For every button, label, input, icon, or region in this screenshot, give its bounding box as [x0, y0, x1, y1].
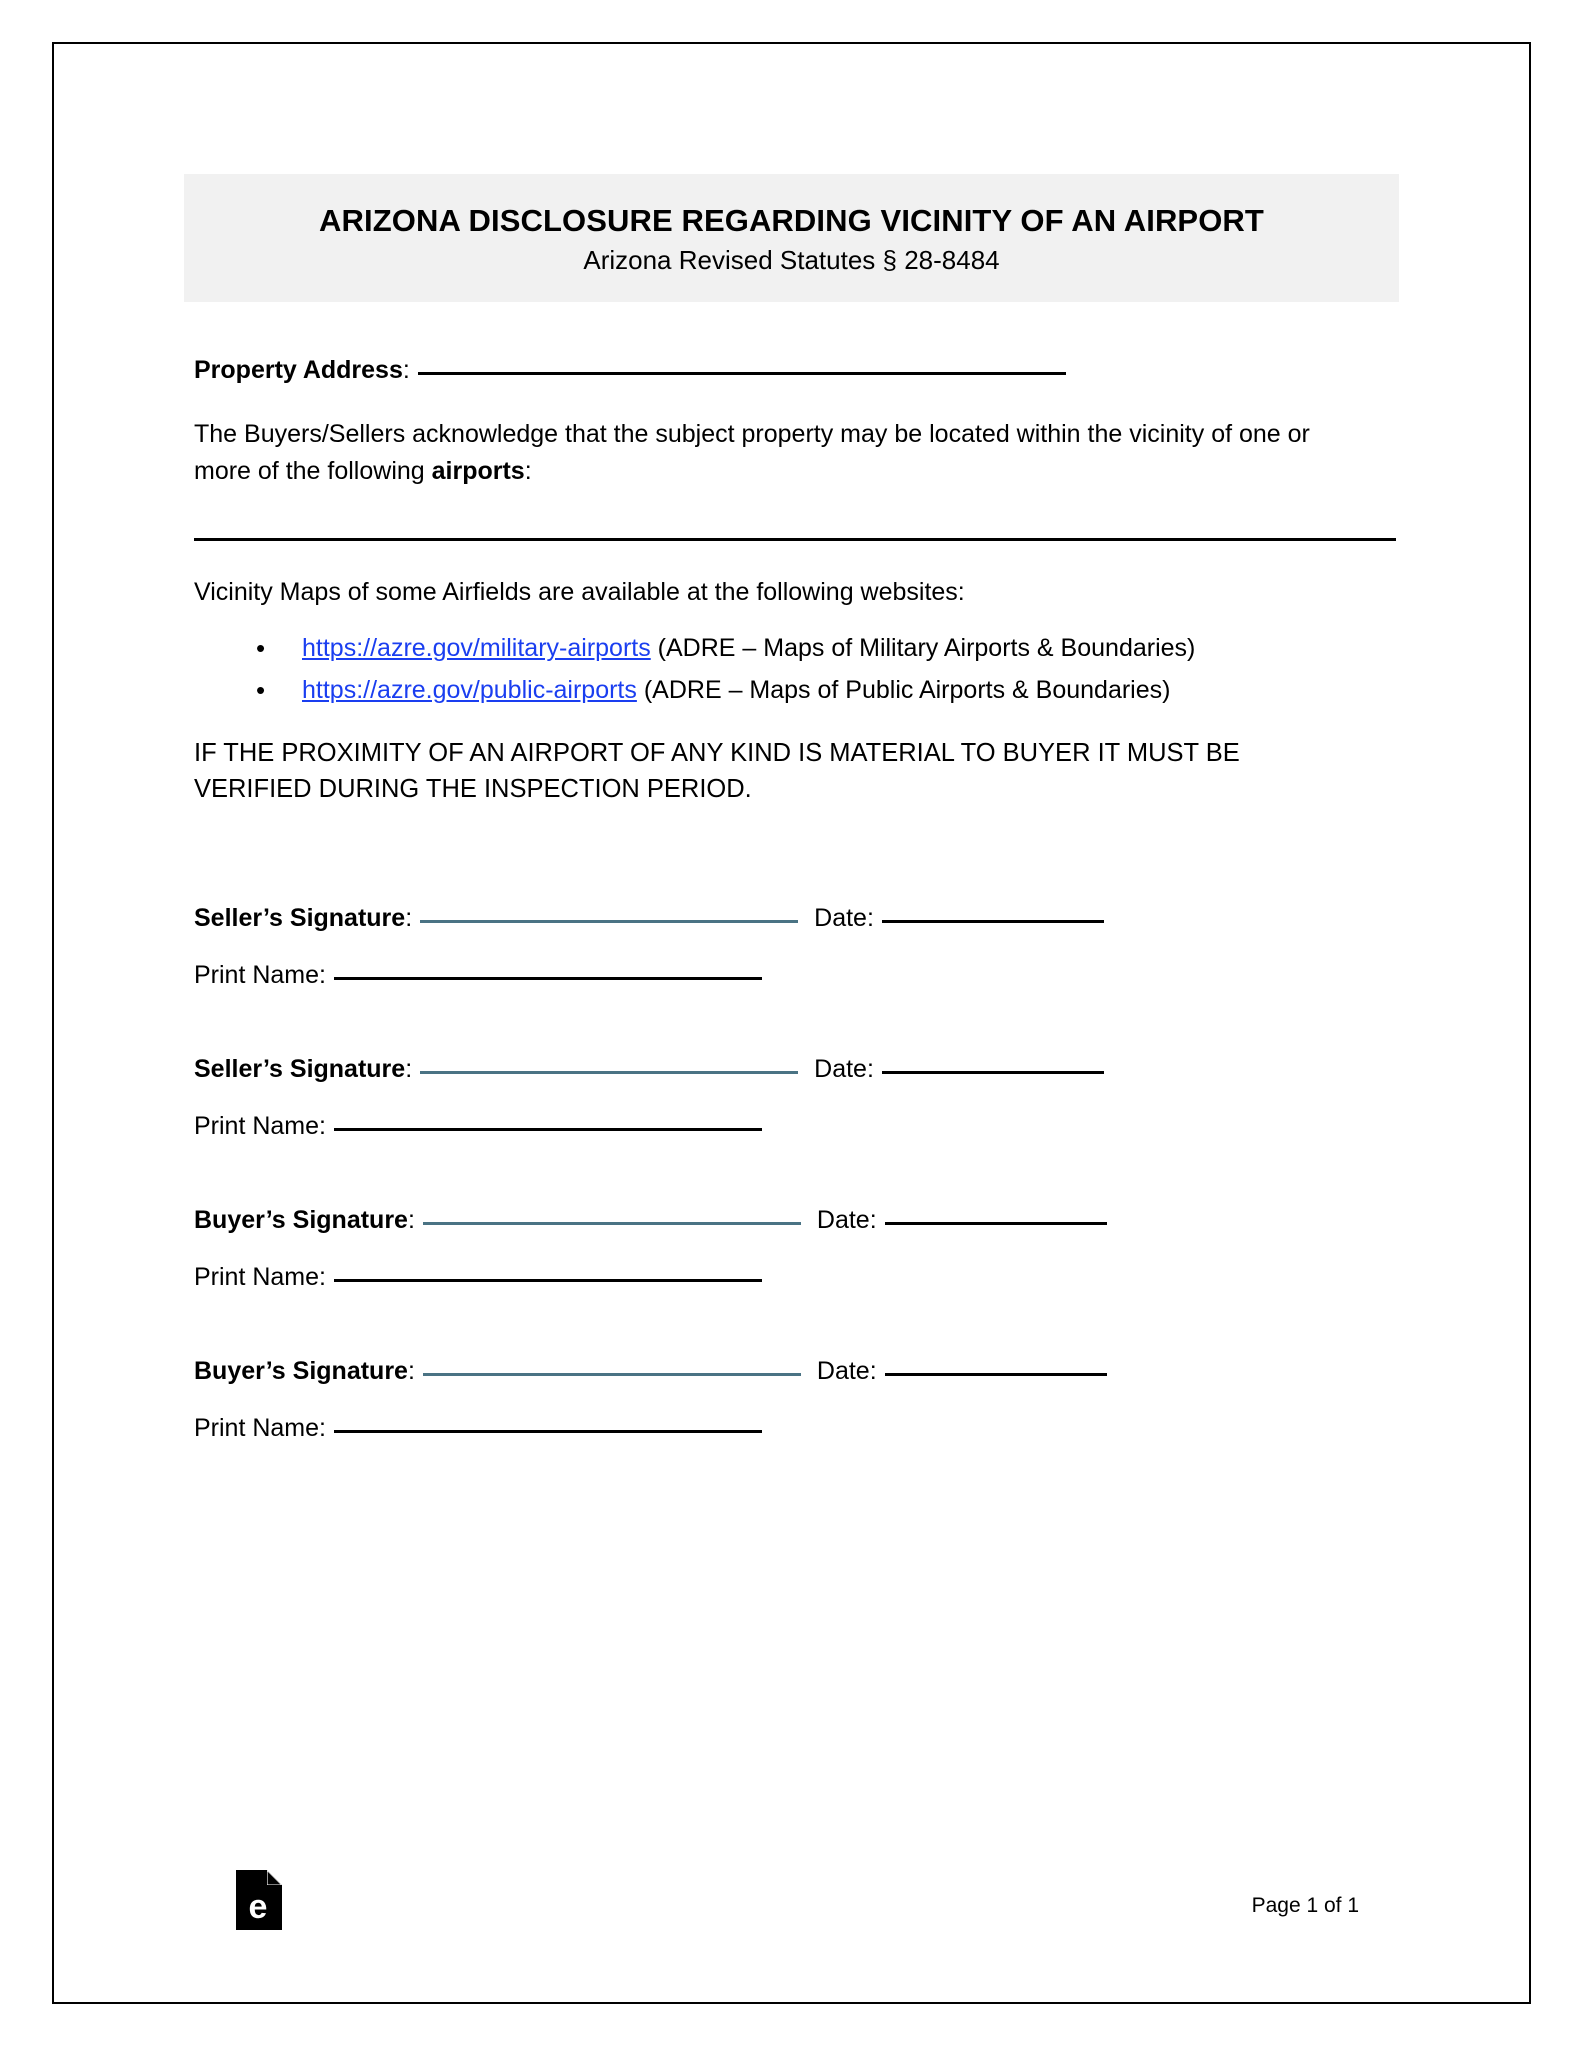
date-field[interactable] — [882, 1070, 1104, 1074]
print-name-label: Print Name: — [194, 1413, 326, 1442]
acknowledgement-text-2: : — [524, 456, 532, 485]
link-description-public: (ADRE – Maps of Public Airports & Boundaries) — [643, 676, 1171, 705]
eforms-logo-icon — [236, 1870, 282, 1930]
print-name-row — [194, 1412, 1389, 1445]
date-field[interactable] — [885, 1221, 1107, 1225]
print-name-field[interactable] — [334, 976, 762, 980]
buyer-signature-label: Buyer’s Signature — [194, 1357, 408, 1386]
property-address-label: Property Address — [194, 356, 403, 385]
link-public-airports[interactable]: https://azre.gov/public-airports — [302, 676, 637, 705]
print-name-field[interactable] — [334, 1127, 762, 1131]
print-name-row — [194, 959, 1389, 992]
seller-signature-field[interactable] — [420, 919, 798, 923]
acknowledgement-text-1: The Buyers/Sellers acknowledge that the subject property may be located within the vicinity of one or more of the following — [194, 420, 1310, 485]
date-label: Date: — [816, 1357, 877, 1386]
date-field[interactable] — [885, 1372, 1107, 1376]
print-name-label: Print Name: — [194, 1262, 326, 1291]
link-note-military — [651, 634, 658, 662]
bullet-icon: • — [256, 633, 266, 664]
title-band — [184, 174, 1399, 302]
date-label: Date: — [814, 1055, 874, 1084]
list-item — [194, 672, 1389, 708]
document-content — [184, 174, 1399, 1444]
website-links-list — [194, 630, 1389, 709]
date-label: Date: — [814, 904, 874, 933]
signature-row — [194, 902, 1389, 935]
signature-block-buyer-1 — [194, 1204, 1389, 1293]
maps-intro-text: Vicinity Maps of some Airfields are available at the following websites: — [194, 578, 965, 607]
property-address-row — [194, 354, 1389, 388]
signature-block-seller-2 — [194, 1053, 1389, 1142]
document-sheet — [52, 42, 1531, 2004]
buyer-signature-field[interactable] — [423, 1221, 801, 1225]
date-label: Date: — [816, 1206, 877, 1235]
signature-colon: : — [405, 1055, 413, 1084]
buyer-signature-field[interactable] — [423, 1372, 801, 1376]
property-address-field[interactable] — [418, 371, 1066, 375]
print-name-field[interactable] — [334, 1278, 762, 1282]
body-area — [184, 354, 1399, 1444]
signature-colon: : — [407, 1206, 415, 1235]
svg-text:e: e — [248, 1888, 268, 1926]
page-title: ARIZONA DISCLOSURE REGARDING VICINITY OF AN AIRPORT — [319, 203, 1264, 238]
link-note-public — [637, 676, 644, 704]
proximity-notice: IF THE PROXIMITY OF AN AIRPORT OF ANY KIND IS MATERIAL TO BUYER IT MUST BE VERIFIED DURING THE INSPECTION PERIOD. — [194, 738, 1240, 804]
property-address-colon: : — [402, 356, 410, 385]
signature-row — [194, 1053, 1389, 1086]
bullet-icon: • — [256, 675, 266, 706]
signature-row — [194, 1355, 1389, 1388]
seller-signature-label: Seller’s Signature — [194, 904, 406, 933]
airports-write-in-field[interactable] — [194, 537, 1396, 541]
print-name-label: Print Name: — [194, 960, 326, 989]
seller-signature-field[interactable] — [420, 1070, 798, 1074]
print-name-label: Print Name: — [194, 1111, 326, 1140]
signature-colon: : — [407, 1357, 415, 1386]
acknowledgement-text-bold: airports — [431, 456, 525, 485]
signature-colon: : — [405, 904, 413, 933]
print-name-row — [194, 1261, 1389, 1294]
link-description-military: (ADRE – Maps of Military Airports & Boundaries) — [657, 634, 1196, 663]
page-footer — [184, 1866, 1414, 1930]
link-military-airports[interactable]: https://azre.gov/military-airports — [302, 634, 651, 663]
signature-block-seller-1 — [194, 902, 1389, 991]
page-number: Page 1 of 1 — [1251, 1894, 1359, 1917]
page-subtitle: Arizona Revised Statutes § 28-8484 — [583, 245, 1000, 276]
print-name-row — [194, 1110, 1389, 1143]
buyer-signature-label: Buyer’s Signature — [194, 1206, 408, 1235]
signature-block-buyer-2 — [194, 1355, 1389, 1444]
print-name-field[interactable] — [334, 1429, 762, 1433]
list-item — [194, 630, 1389, 666]
acknowledgement-paragraph — [194, 416, 1339, 489]
signature-row — [194, 1204, 1389, 1237]
date-field[interactable] — [882, 919, 1104, 923]
seller-signature-label: Seller’s Signature — [194, 1055, 406, 1084]
